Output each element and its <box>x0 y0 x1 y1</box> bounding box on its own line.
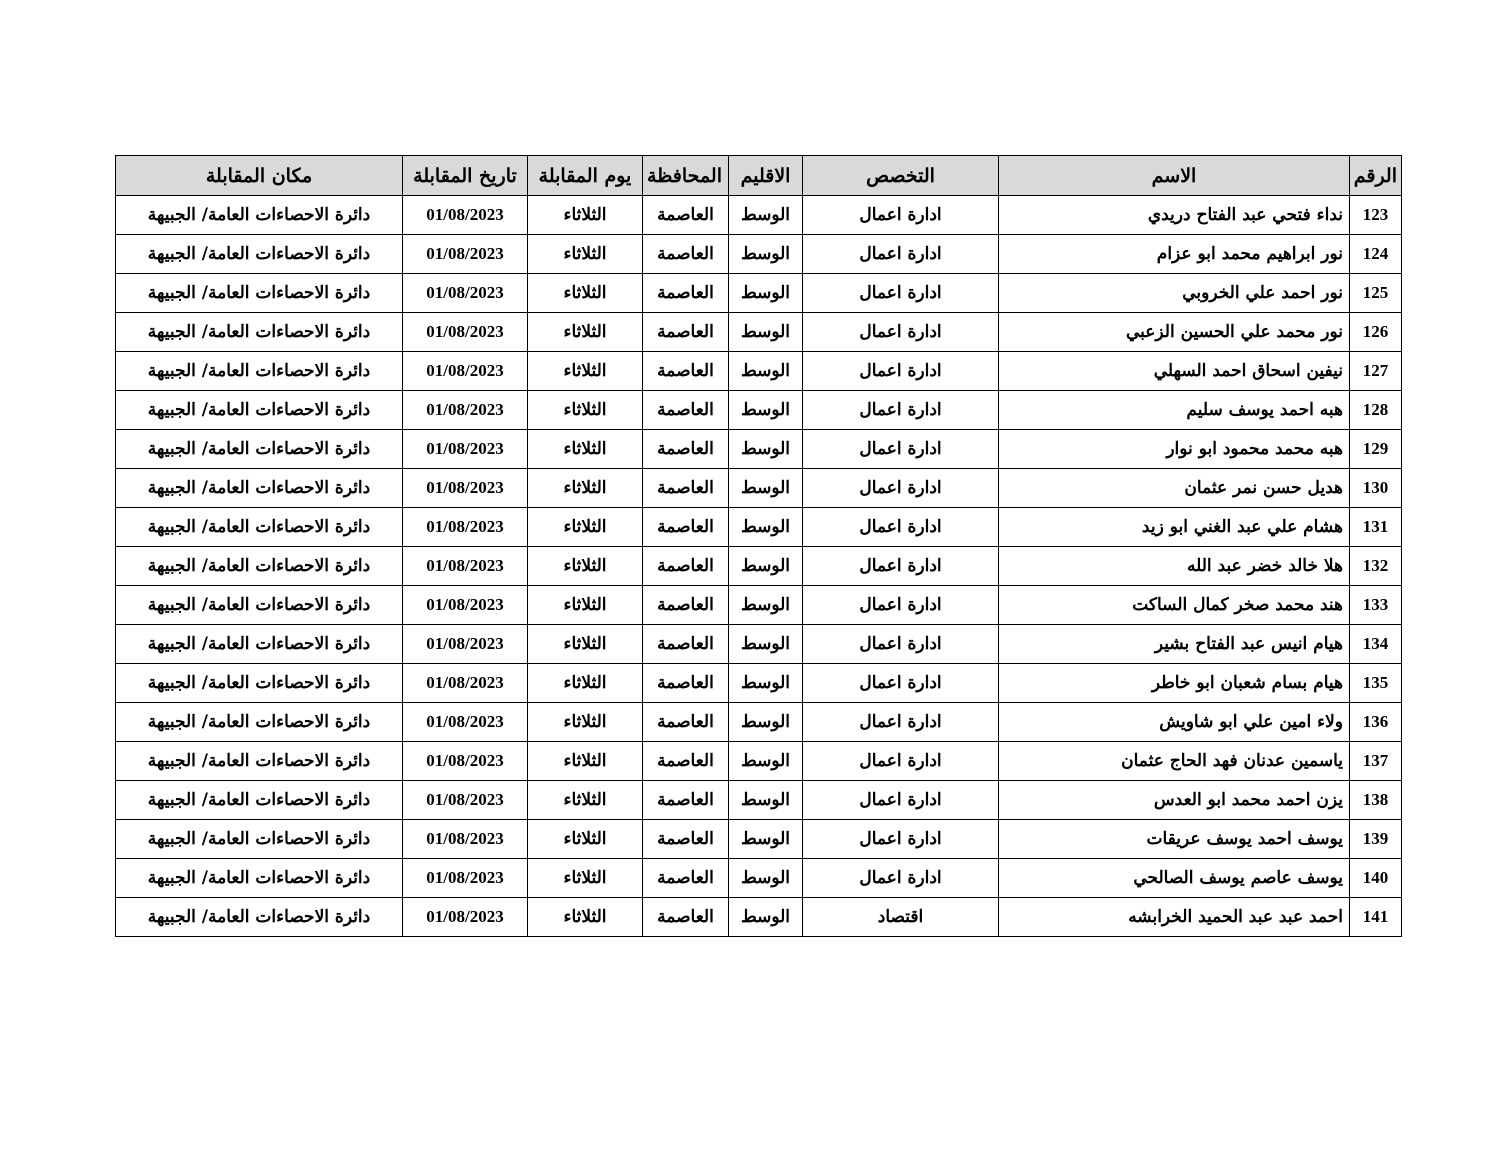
cell-num: 132 <box>1350 547 1402 586</box>
table-body <box>116 196 1402 937</box>
cell-interview-day: الثلاثاء <box>528 547 643 586</box>
cell-num: 131 <box>1350 508 1402 547</box>
cell-interview-day: الثلاثاء <box>528 508 643 547</box>
cell-interview-day: الثلاثاء <box>528 859 643 898</box>
cell-specialization: ادارة اعمال <box>803 703 999 742</box>
cell-specialization: ادارة اعمال <box>803 547 999 586</box>
cell-num: 138 <box>1350 781 1402 820</box>
cell-name: هبه محمد محمود ابو نوار <box>999 430 1350 469</box>
cell-interview-day: الثلاثاء <box>528 664 643 703</box>
cell-name: ياسمين عدنان فهد الحاج عثمان <box>999 742 1350 781</box>
cell-governorate: العاصمة <box>643 703 729 742</box>
cell-specialization: ادارة اعمال <box>803 196 999 235</box>
cell-name: هند محمد صخر كمال الساكت <box>999 586 1350 625</box>
cell-interview-day: الثلاثاء <box>528 703 643 742</box>
table-row <box>116 274 1402 313</box>
cell-interview-date: 01/08/2023 <box>403 391 528 430</box>
cell-interview-place: دائرة الاحصاءات العامة/ الجبيهة <box>116 352 403 391</box>
cell-num: 125 <box>1350 274 1402 313</box>
cell-name: هبه احمد يوسف سليم <box>999 391 1350 430</box>
header-num: الرقم <box>1350 156 1402 196</box>
table-row <box>116 196 1402 235</box>
cell-region: الوسط <box>729 898 803 937</box>
cell-interview-date: 01/08/2023 <box>403 898 528 937</box>
interview-schedule-table <box>115 155 1402 937</box>
cell-interview-day: الثلاثاء <box>528 781 643 820</box>
cell-interview-place: دائرة الاحصاءات العامة/ الجبيهة <box>116 391 403 430</box>
cell-num: 134 <box>1350 625 1402 664</box>
cell-governorate: العاصمة <box>643 508 729 547</box>
cell-interview-place: دائرة الاحصاءات العامة/ الجبيهة <box>116 235 403 274</box>
cell-num: 129 <box>1350 430 1402 469</box>
cell-interview-date: 01/08/2023 <box>403 196 528 235</box>
table-row <box>116 781 1402 820</box>
cell-interview-day: الثلاثاء <box>528 469 643 508</box>
cell-interview-place: دائرة الاحصاءات العامة/ الجبيهة <box>116 625 403 664</box>
table-row <box>116 313 1402 352</box>
cell-interview-place: دائرة الاحصاءات العامة/ الجبيهة <box>116 859 403 898</box>
cell-num: 123 <box>1350 196 1402 235</box>
cell-governorate: العاصمة <box>643 742 729 781</box>
table-row <box>116 391 1402 430</box>
cell-num: 136 <box>1350 703 1402 742</box>
table-row <box>116 742 1402 781</box>
table-row <box>116 469 1402 508</box>
cell-interview-date: 01/08/2023 <box>403 235 528 274</box>
cell-num: 130 <box>1350 469 1402 508</box>
cell-interview-place: دائرة الاحصاءات العامة/ الجبيهة <box>116 742 403 781</box>
cell-interview-place: دائرة الاحصاءات العامة/ الجبيهة <box>116 196 403 235</box>
cell-interview-date: 01/08/2023 <box>403 703 528 742</box>
cell-interview-place: دائرة الاحصاءات العامة/ الجبيهة <box>116 313 403 352</box>
cell-interview-day: الثلاثاء <box>528 196 643 235</box>
cell-governorate: العاصمة <box>643 352 729 391</box>
cell-region: الوسط <box>729 235 803 274</box>
cell-governorate: العاصمة <box>643 586 729 625</box>
cell-interview-place: دائرة الاحصاءات العامة/ الجبيهة <box>116 820 403 859</box>
table-row <box>116 547 1402 586</box>
cell-region: الوسط <box>729 352 803 391</box>
cell-interview-date: 01/08/2023 <box>403 469 528 508</box>
cell-name: نداء فتحي عبد الفتاح دريدي <box>999 196 1350 235</box>
cell-region: الوسط <box>729 781 803 820</box>
cell-region: الوسط <box>729 313 803 352</box>
cell-name: هيام بسام شعبان ابو خاطر <box>999 664 1350 703</box>
cell-name: نيفين اسحاق احمد السهلي <box>999 352 1350 391</box>
header-row <box>116 156 1402 196</box>
cell-specialization: ادارة اعمال <box>803 781 999 820</box>
cell-interview-date: 01/08/2023 <box>403 742 528 781</box>
cell-interview-place: دائرة الاحصاءات العامة/ الجبيهة <box>116 430 403 469</box>
cell-specialization: ادارة اعمال <box>803 859 999 898</box>
table-row <box>116 235 1402 274</box>
cell-interview-day: الثلاثاء <box>528 274 643 313</box>
cell-name: احمد عبد عبد الحميد الخرابشه <box>999 898 1350 937</box>
cell-governorate: العاصمة <box>643 859 729 898</box>
cell-interview-date: 01/08/2023 <box>403 781 528 820</box>
cell-interview-day: الثلاثاء <box>528 820 643 859</box>
cell-interview-day: الثلاثاء <box>528 235 643 274</box>
cell-specialization: ادارة اعمال <box>803 235 999 274</box>
table-row <box>116 703 1402 742</box>
cell-specialization: ادارة اعمال <box>803 742 999 781</box>
cell-interview-day: الثلاثاء <box>528 586 643 625</box>
cell-num: 140 <box>1350 859 1402 898</box>
cell-specialization: ادارة اعمال <box>803 625 999 664</box>
cell-name: هشام علي عبد الغني ابو زيد <box>999 508 1350 547</box>
cell-region: الوسط <box>729 742 803 781</box>
cell-num: 127 <box>1350 352 1402 391</box>
cell-num: 128 <box>1350 391 1402 430</box>
header-specialization: التخصص <box>803 156 999 196</box>
cell-governorate: العاصمة <box>643 430 729 469</box>
cell-specialization: ادارة اعمال <box>803 664 999 703</box>
cell-governorate: العاصمة <box>643 781 729 820</box>
cell-interview-place: دائرة الاحصاءات العامة/ الجبيهة <box>116 274 403 313</box>
cell-interview-place: دائرة الاحصاءات العامة/ الجبيهة <box>116 547 403 586</box>
cell-num: 124 <box>1350 235 1402 274</box>
cell-specialization: اقتصاد <box>803 898 999 937</box>
cell-region: الوسط <box>729 859 803 898</box>
cell-interview-date: 01/08/2023 <box>403 274 528 313</box>
table-row <box>116 430 1402 469</box>
cell-name: هلا خالد خضر عبد الله <box>999 547 1350 586</box>
cell-interview-place: دائرة الاحصاءات العامة/ الجبيهة <box>116 898 403 937</box>
cell-interview-date: 01/08/2023 <box>403 586 528 625</box>
cell-specialization: ادارة اعمال <box>803 391 999 430</box>
cell-interview-place: دائرة الاحصاءات العامة/ الجبيهة <box>116 508 403 547</box>
cell-name: يزن احمد محمد ابو العدس <box>999 781 1350 820</box>
cell-region: الوسط <box>729 196 803 235</box>
cell-interview-date: 01/08/2023 <box>403 313 528 352</box>
cell-specialization: ادارة اعمال <box>803 820 999 859</box>
cell-region: الوسط <box>729 430 803 469</box>
cell-region: الوسط <box>729 664 803 703</box>
cell-interview-date: 01/08/2023 <box>403 820 528 859</box>
cell-interview-day: الثلاثاء <box>528 898 643 937</box>
cell-governorate: العاصمة <box>643 235 729 274</box>
cell-interview-day: الثلاثاء <box>528 352 643 391</box>
cell-interview-date: 01/08/2023 <box>403 430 528 469</box>
cell-interview-date: 01/08/2023 <box>403 547 528 586</box>
cell-num: 137 <box>1350 742 1402 781</box>
header-interview-place: مكان المقابلة <box>116 156 403 196</box>
table-row <box>116 898 1402 937</box>
header-region: الاقليم <box>729 156 803 196</box>
cell-specialization: ادارة اعمال <box>803 313 999 352</box>
cell-region: الوسط <box>729 625 803 664</box>
cell-interview-date: 01/08/2023 <box>403 859 528 898</box>
cell-interview-place: دائرة الاحصاءات العامة/ الجبيهة <box>116 586 403 625</box>
header-governorate: المحافظة <box>643 156 729 196</box>
cell-interview-place: دائرة الاحصاءات العامة/ الجبيهة <box>116 469 403 508</box>
cell-specialization: ادارة اعمال <box>803 352 999 391</box>
cell-num: 126 <box>1350 313 1402 352</box>
cell-governorate: العاصمة <box>643 313 729 352</box>
cell-interview-date: 01/08/2023 <box>403 625 528 664</box>
cell-name: نور محمد علي الحسين الزعبي <box>999 313 1350 352</box>
cell-interview-date: 01/08/2023 <box>403 352 528 391</box>
cell-num: 133 <box>1350 586 1402 625</box>
cell-governorate: العاصمة <box>643 625 729 664</box>
cell-region: الوسط <box>729 391 803 430</box>
cell-governorate: العاصمة <box>643 898 729 937</box>
cell-governorate: العاصمة <box>643 469 729 508</box>
cell-name: يوسف احمد يوسف عريقات <box>999 820 1350 859</box>
cell-specialization: ادارة اعمال <box>803 469 999 508</box>
cell-interview-place: دائرة الاحصاءات العامة/ الجبيهة <box>116 664 403 703</box>
cell-region: الوسط <box>729 469 803 508</box>
cell-region: الوسط <box>729 508 803 547</box>
cell-interview-date: 01/08/2023 <box>403 508 528 547</box>
cell-num: 141 <box>1350 898 1402 937</box>
table-row <box>116 859 1402 898</box>
table-row <box>116 352 1402 391</box>
cell-governorate: العاصمة <box>643 274 729 313</box>
table-row <box>116 664 1402 703</box>
table-header <box>116 156 1402 196</box>
cell-region: الوسط <box>729 274 803 313</box>
cell-specialization: ادارة اعمال <box>803 586 999 625</box>
cell-num: 139 <box>1350 820 1402 859</box>
cell-specialization: ادارة اعمال <box>803 430 999 469</box>
cell-governorate: العاصمة <box>643 196 729 235</box>
cell-name: ولاء امين علي ابو شاويش <box>999 703 1350 742</box>
cell-interview-day: الثلاثاء <box>528 391 643 430</box>
cell-specialization: ادارة اعمال <box>803 508 999 547</box>
table-row <box>116 508 1402 547</box>
cell-region: الوسط <box>729 547 803 586</box>
cell-interview-day: الثلاثاء <box>528 625 643 664</box>
cell-governorate: العاصمة <box>643 664 729 703</box>
header-interview-date: تاريخ المقابلة <box>403 156 528 196</box>
cell-name: نور ابراهيم محمد ابو عزام <box>999 235 1350 274</box>
cell-governorate: العاصمة <box>643 820 729 859</box>
table-row <box>116 586 1402 625</box>
table-row <box>116 625 1402 664</box>
cell-region: الوسط <box>729 586 803 625</box>
cell-specialization: ادارة اعمال <box>803 274 999 313</box>
cell-region: الوسط <box>729 703 803 742</box>
cell-name: هديل حسن نمر عثمان <box>999 469 1350 508</box>
cell-interview-day: الثلاثاء <box>528 742 643 781</box>
cell-interview-day: الثلاثاء <box>528 313 643 352</box>
cell-num: 135 <box>1350 664 1402 703</box>
cell-interview-place: دائرة الاحصاءات العامة/ الجبيهة <box>116 781 403 820</box>
cell-interview-day: الثلاثاء <box>528 430 643 469</box>
cell-governorate: العاصمة <box>643 391 729 430</box>
table-row <box>116 820 1402 859</box>
cell-interview-place: دائرة الاحصاءات العامة/ الجبيهة <box>116 703 403 742</box>
cell-name: يوسف عاصم يوسف الصالحي <box>999 859 1350 898</box>
header-name: الاسم <box>999 156 1350 196</box>
cell-governorate: العاصمة <box>643 547 729 586</box>
cell-name: نور احمد علي الخروبي <box>999 274 1350 313</box>
header-interview-day: يوم المقابلة <box>528 156 643 196</box>
cell-region: الوسط <box>729 820 803 859</box>
cell-interview-date: 01/08/2023 <box>403 664 528 703</box>
cell-name: هيام انيس عبد الفتاح بشير <box>999 625 1350 664</box>
